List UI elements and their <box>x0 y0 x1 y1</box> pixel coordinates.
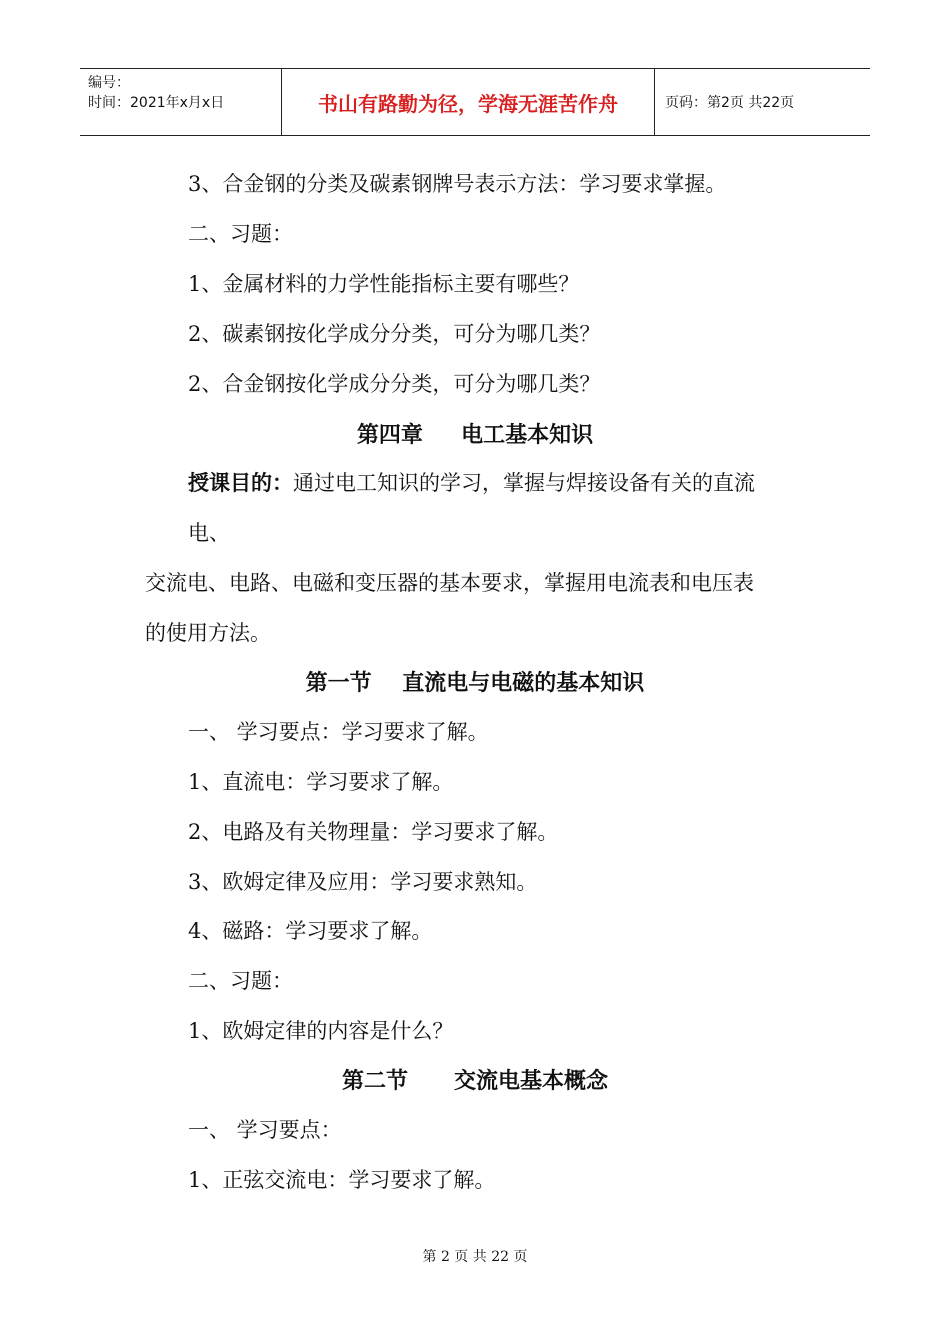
body-line: 一、 学习要点： <box>188 1118 342 1142</box>
section-title: 第二节 交流电基本概念 <box>342 1068 608 1094</box>
section-title: 第一节 直流电与电磁的基本知识 <box>305 670 645 696</box>
purpose-label: 授课目的： <box>188 470 293 495</box>
page-footer: 第 2 页 共 22 页 <box>422 1249 528 1265</box>
header-motto: 书山有路勤为径，学海无涯苦作舟 <box>282 69 655 135</box>
body-line: 1、正弦交流电：学习要求了解。 <box>188 1168 496 1192</box>
body-line: 交流电、电路、电磁和变压器的基本要求，掌握用电流表和电压表 <box>145 571 754 595</box>
body-line: 4、磁路：学习要求了解。 <box>188 919 433 943</box>
body-line: 3、欧姆定律及应用：学习要求熟知。 <box>188 870 538 894</box>
body-line: 3、合金钢的分类及碳素钢牌号表示方法：学习要求掌握。 <box>188 172 727 196</box>
header-meta <box>80 69 282 135</box>
body-line: 1、直流电：学习要求了解。 <box>188 770 454 794</box>
purpose-line <box>188 469 755 497</box>
header-number-label: 编号： <box>88 75 130 91</box>
body-line: 1、欧姆定律的内容是什么？ <box>188 1019 454 1043</box>
body-line: 1、金属材料的力学性能指标主要有哪些？ <box>188 272 580 296</box>
page-header <box>80 68 870 136</box>
chapter-title: 第四章 电工基本知识 <box>356 422 594 448</box>
body-line: 电、 <box>188 521 230 545</box>
body-line: 一、 学习要点：学习要求了解。 <box>188 720 489 744</box>
body-line: 2、电路及有关物理量：学习要求了解。 <box>188 820 559 844</box>
body-line: 2、合金钢按化学成分分类，可分为哪几类？ <box>188 372 601 396</box>
body-line: 的使用方法。 <box>145 621 271 645</box>
header-page-info: 页码：第2页 共22页 <box>665 95 795 111</box>
body-line: 2、碳素钢按化学成分分类，可分为哪几类？ <box>188 322 601 346</box>
purpose-text: 通过电工知识的学习，掌握与焊接设备有关的直流 <box>293 471 755 495</box>
body-line: 二、习题： <box>188 222 293 246</box>
body-line: 二、习题： <box>188 969 293 993</box>
header-time-label: 时间：2021年x月x日 <box>88 95 225 111</box>
